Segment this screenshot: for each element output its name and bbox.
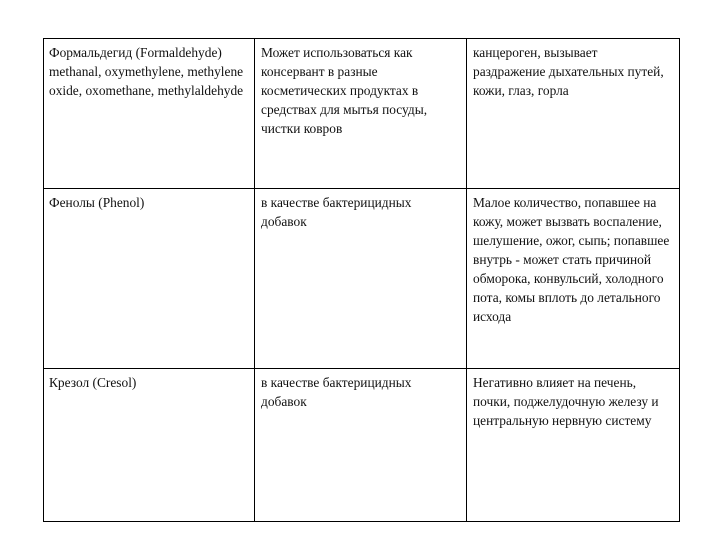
table-row [44, 39, 680, 189]
effect-cell: Малое количество, попавшее на кожу, может вызвать воспаление, шелушение, ожог, сыпь; попавшее внутрь - может стать причиной обморока, конвульсий, холодного пота, комы вплоть до летального исхода [467, 189, 680, 369]
substance-cell: Крезол (Cresol) [44, 369, 255, 522]
table-row [44, 369, 680, 522]
effect-cell: Негативно влияет на печень, почки, поджелудочную железу и центральную нервную систему [467, 369, 680, 522]
substance-cell: Фенолы (Phenol) [44, 189, 255, 369]
table-row [44, 189, 680, 369]
substance-cell: Формальдегид (Formaldehyde) methanal, oxymethylene, methylene oxide, oxomethane, methylaldehyde [44, 39, 255, 189]
usage-cell: в качестве бактерицидных добавок [255, 369, 467, 522]
substances-table [43, 38, 680, 522]
effect-cell: канцероген, вызывает раздражение дыхательных путей, кожи, глаз, горла [467, 39, 680, 189]
usage-cell: в качестве бактерицидных добавок [255, 189, 467, 369]
usage-cell: Может использоваться как консервант в разные косметических продуктах в средствах для мытья посуды, чистки ковров [255, 39, 467, 189]
